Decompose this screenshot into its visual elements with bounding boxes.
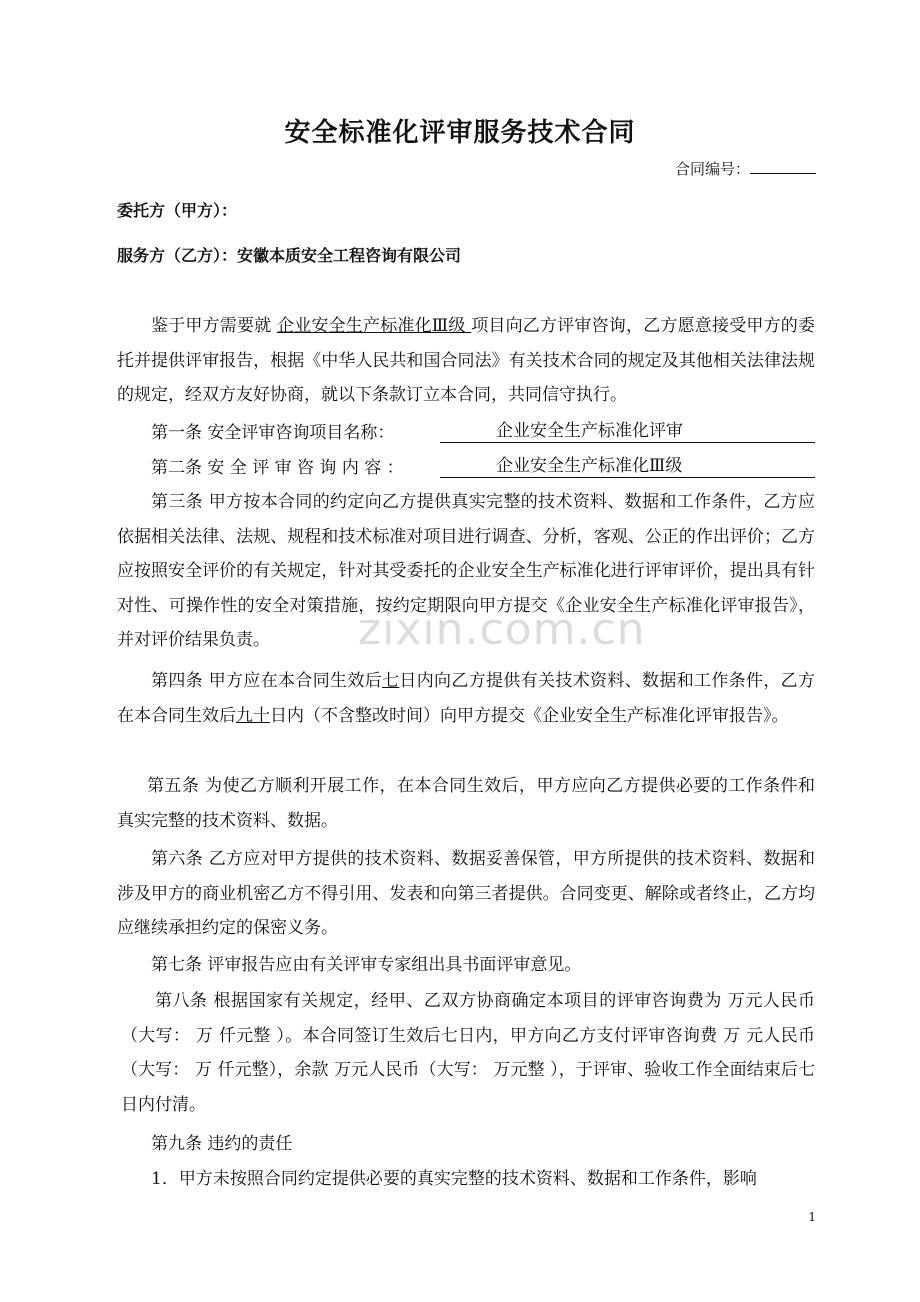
- article-5: 第五条 为使乙方顺利开展工作，在本合同生效后，甲方应向乙方提供必要的工作条件和真实完整的技术资料、数据。: [117, 776, 815, 831]
- article-2-field: [440, 455, 815, 478]
- article-4-days-1: 七: [382, 671, 400, 691]
- document-title: 安全标准化评审服务技术合同: [284, 118, 636, 148]
- article-2-value: 企业安全生产标准化Ⅲ级: [496, 456, 683, 476]
- intro-project: 企业安全生产标准化Ⅲ级: [277, 316, 472, 336]
- article-9: 第九条 违约的责任: [151, 1134, 293, 1154]
- article-2-label: 第二条 安 全 评 审 咨 询 内 容 ：: [151, 458, 404, 478]
- contract-number-label: 合同编号：: [674, 160, 750, 178]
- contract-number-blank: [750, 159, 816, 174]
- article-9-item-1: 1．甲方未按照合同约定提供必要的真实完整的技术资料、数据和工作条件，影响: [151, 1169, 757, 1189]
- watermark: zixin.com.cn: [358, 604, 646, 655]
- article-1-value: 企业安全生产标准化评审: [496, 421, 683, 441]
- article-6: 第六条 乙方应对甲方提供的技术资料、数据妥善保管，甲方所提供的技术资料、数据和涉及甲方的商业机密乙方不得引用、发表和向第三者提供。合同变更、解除或者终止，乙方均应继续承担约定的保密义务。: [117, 849, 815, 938]
- article-8: 第八条 根据国家有关规定，经甲、乙双方协商确定本项目的评审咨询费为 万元人民币（大写： 万 仟元整 ）。本合同签订生效后七日内，甲方向乙方支付评审咨询费 万 元人民币（大写： 万 仟元整），余款 万元人民币（大写： 万元整 ），于评审、验收工作全面结束后七日内付清。: [121, 991, 815, 1115]
- article-4-days-2: 九十: [236, 705, 270, 726]
- article-4-part-a: 第四条 甲方应在本合同生效后: [151, 671, 383, 691]
- party-b: 服务方（乙方）：安徽本质安全工程咨询有限公司: [117, 246, 462, 265]
- article-4-part-c: 日内（不含整改时间）向甲方提交《企业安全生产标准化评审报告》。: [270, 705, 789, 726]
- article-7: 第七条 评审报告应由有关评审专家组出具书面评审意见。: [151, 955, 582, 975]
- intro-paragraph: [117, 309, 815, 413]
- party-a: 委托方（甲方）：: [117, 201, 238, 220]
- page-number: 1: [808, 1210, 816, 1224]
- article-4-part-b: 日内向乙方提供有关技术资料、数据和工作条件，乙方在本合同生效后: [117, 671, 816, 726]
- intro-post: 项目向乙方评审咨询，乙方愿意接受甲方的委托并提供评审报告，根据《中华人民共和国合同法》有关技术合同的规定及其他相关法律法规的规定，经双方友好协商，就以下条款订立本合同，共同信守执行。: [117, 316, 815, 405]
- article-3: 第三条 甲方按本合同的约定向乙方提供真实完整的技术资料、数据和工作条件，乙方应依据相关法律、法规、规程和技术标准对项目进行调查、分析，客观、公正的作出评价；乙方应按照安全评价的有关规定，针对其受委托的企业安全生产标准化进行评审评价，提出具有针对性、可操作性的安全对策措施，按约定期限向甲方提交《企业安全生产标准化评审报告》，并对评价结果负责。: [117, 492, 815, 650]
- contract-number: [675, 158, 816, 179]
- intro-pre: 鉴于甲方需要就: [151, 316, 277, 336]
- article-1-field: [440, 420, 815, 443]
- article-4: [117, 664, 815, 733]
- article-1-label: 第一条 安全评审咨询项目名称：: [151, 423, 395, 443]
